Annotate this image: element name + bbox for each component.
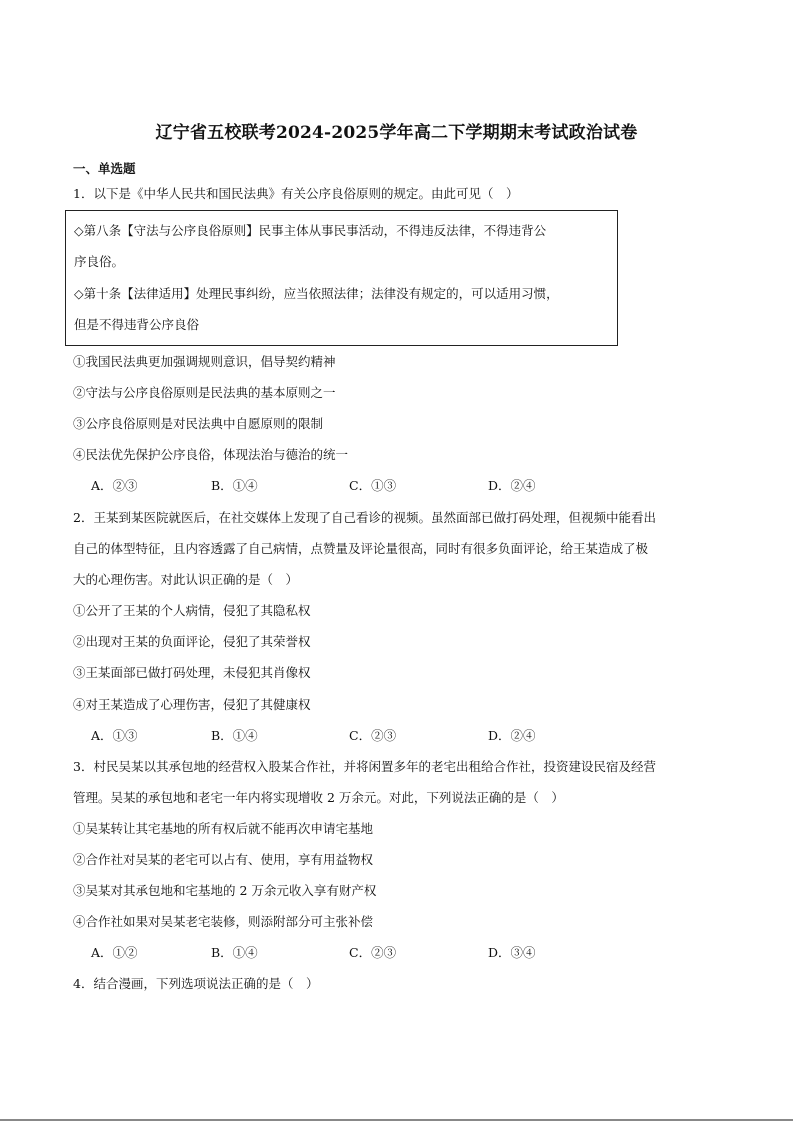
box-line: 但是不得违背公序良俗 [74,317,200,332]
q3-item-3: ③吴某对其承包地和宅基地的 2 万余元收入享有财产权 [73,883,377,898]
box-line: ◇第十条【法律适用】处理民事纠纷，应当依照法律；法律没有规定的，可以适用习惯， [74,286,559,301]
question-2-stem-line: 大的心理伤害。对此认识正确的是（ ） [73,572,299,587]
q2-choice-b[interactable]: B．①④ [211,728,258,743]
q1-choice-a[interactable]: A．②③ [91,478,138,493]
page-title: 辽宁省五校联考2024-2025学年高二下学期期末考试政治试卷 [155,123,638,143]
q2-choice-c[interactable]: C．②③ [349,728,397,743]
box-line: 序良俗。 [74,254,125,269]
question-2-stem-line: 2．王某到某医院就医后，在社交媒体上发现了自己看诊的视频。虽然面部已做打码处理，但视频中能看出 [73,510,656,525]
q1-item-3: ③公序良俗原则是对民法典中自愿原则的限制 [73,416,324,431]
q2-item-4: ④对王某造成了心理伤害，侵犯了其健康权 [73,697,311,712]
q1-item-4: ④民法优先保护公序良俗，体现法治与德治的统一 [73,447,349,462]
q2-item-3: ③王某面部已做打码处理，未侵犯其肖像权 [73,665,311,680]
q1-item-2: ②守法与公序良俗原则是民法典的基本原则之一 [73,385,336,400]
question-3-stem-line: 管理。吴某的承包地和老宅一年内将实现增收 2 万余元。对此，下列说法正确的是（ ） [73,790,564,805]
question-2-stem-line: 自己的体型特征，且内容透露了自己病情，点赞量及评论量很高，同时有很多负面评论，给王某造成了极 [73,541,649,556]
q1-choice-d[interactable]: D．②④ [488,478,536,493]
q3-item-1: ①吴某转让其宅基地的所有权后就不能再次申请宅基地 [73,821,374,836]
q3-choice-c[interactable]: C．②③ [349,945,397,960]
q2-item-1: ①公开了王某的个人病情，侵犯了其隐私权 [73,603,311,618]
q1-law-excerpt-box [65,210,618,346]
q3-item-4: ④合作社如果对吴某老宅装修，则添附部分可主张补偿 [73,914,374,929]
section-heading: 一、单选题 [73,161,136,176]
q3-item-2: ②合作社对吴某的老宅可以占有、使用，享有用益物权 [73,852,374,867]
q3-choice-d[interactable]: D．③④ [488,945,536,960]
question-1-stem: 1．以下是《中华人民共和国民法典》有关公序良俗原则的规定。由此可见（ ） [73,186,519,201]
q2-choice-a[interactable]: A．①③ [91,728,138,743]
q3-choice-b[interactable]: B．①④ [211,945,258,960]
q2-item-2: ②出现对王某的负面评论，侵犯了其荣誉权 [73,634,311,649]
question-3-stem-line: 3．村民吴某以其承包地的经营权入股某合作社，并将闲置多年的老宅出租给合作社，投资建设民宿及经营 [73,759,656,774]
q1-choice-b[interactable]: B．①④ [211,478,258,493]
q2-choice-d[interactable]: D．②④ [488,728,536,743]
q1-choice-c[interactable]: C．①③ [349,478,397,493]
box-line: ◇第八条【守法与公序良俗原则】民事主体从事民事活动，不得违反法律，不得违背公 [74,223,547,238]
q1-item-1: ①我国民法典更加强调规则意识，倡导契约精神 [73,354,336,369]
question-4-stem: 4．结合漫画，下列选项说法正确的是（ ） [73,976,319,991]
q3-choice-a[interactable]: A．①② [91,945,138,960]
page-bottom-divider [0,1119,793,1121]
